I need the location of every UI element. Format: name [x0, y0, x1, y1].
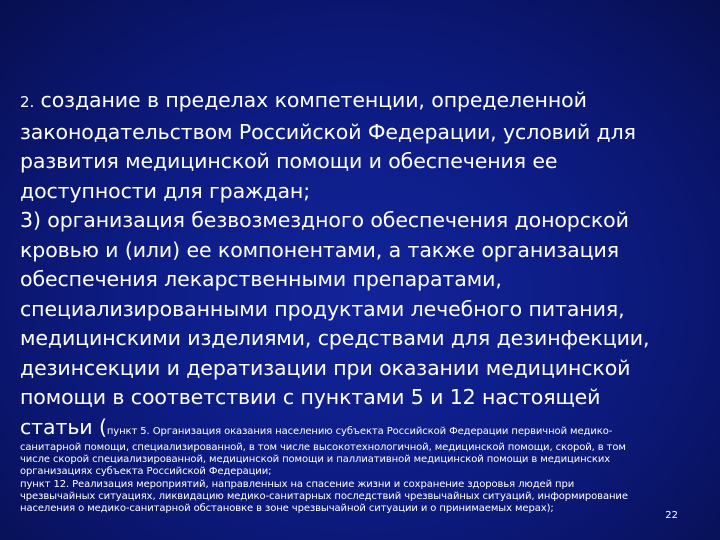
item-2-line: доступности для граждан;: [20, 178, 311, 203]
item-3-line: медицинскими изделиями, средствами для дезинфекции,: [20, 326, 650, 350]
item-3: [20, 206, 710, 442]
footnote-line: организациях субъекта Российской Федерации;: [20, 466, 272, 478]
item-3-line: специализированными продуктами лечебного питания,: [20, 296, 625, 321]
page-number: 22: [665, 510, 678, 521]
item-3-line: 3) организация безвозмездного обеспечения донорской: [20, 208, 629, 232]
footnote-first-line: пункт 5. Организация оказания населению субъекта Российской Федерации первичной медико-: [106, 425, 613, 437]
item-2-line: 2. создание в пределах компетенции, определенной: [20, 88, 587, 112]
item-2-number: 2.: [20, 93, 35, 111]
footnote-line: чрезвычайных ситуациях, ликвидацию медико-санитарных последствий чрезвычайных ситуаций, информирование: [20, 490, 628, 502]
footnote-line: числе скорой специализированной, медицинской помощи и паллиативной медицинской помощи в медицинских: [20, 454, 611, 466]
slide-body: [20, 86, 710, 515]
item-3-last-line: [20, 413, 710, 443]
item-3-last-text: статьи (: [20, 414, 107, 439]
item-2-line: законодательством Российской Федерации, условий для: [20, 119, 636, 144]
item-3-line: обеспечения лекарственными препаратами,: [20, 267, 502, 291]
item-2-line: развития медицинской помощи и обеспечения ее: [20, 149, 558, 173]
item-3-line: кровью и (или) ее компонентами, а также организация: [20, 237, 619, 262]
footnote: [20, 442, 710, 515]
footnote-line: пункт 12. Реализация мероприятий, направленных на спасение жизни и сохранение здоровья людей при: [20, 478, 575, 490]
footnote-line: населения о медико-санитарной обстановке в зоне чрезвычайной ситуации и о принимаемых мерах);: [20, 503, 554, 515]
footnote-line: санитарной помощи, специализированной, в том числе высокотехнологичной, медицинской помощи, скорой, в том: [20, 442, 626, 453]
item-3-line: помощи в соответствии с пунктами 5 и 12 настоящей: [20, 385, 601, 409]
item-2: [20, 86, 710, 206]
item-3-line: дезинсекции и дератизации при оказании медицинской: [20, 355, 631, 380]
